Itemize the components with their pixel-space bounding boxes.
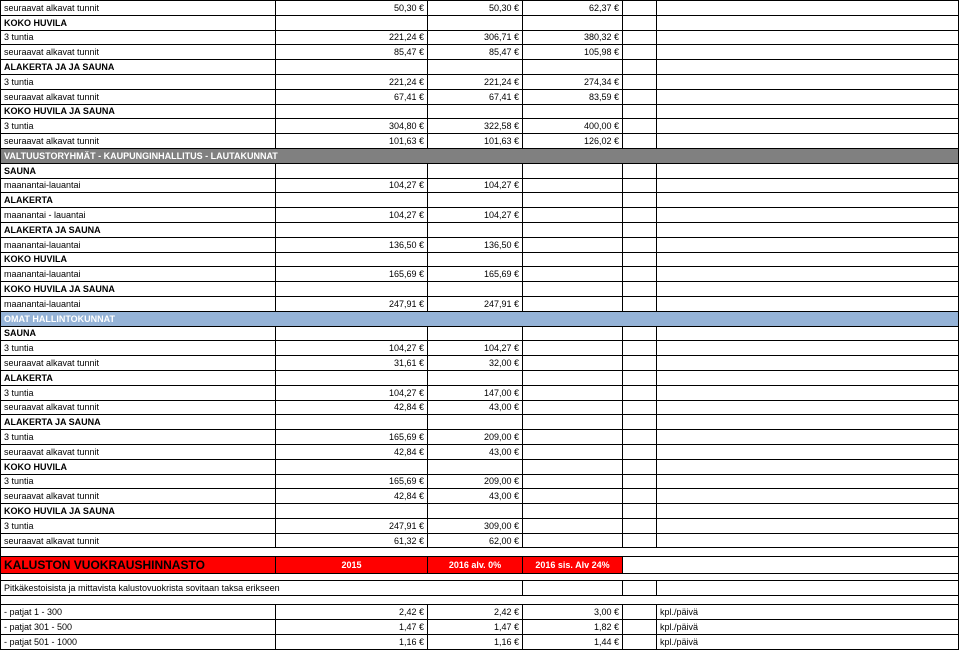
category-label: ALAKERTA (1, 370, 276, 385)
price-cell: 1,47 € (428, 620, 523, 635)
empty-cell (428, 459, 523, 474)
price-cell: 247,91 € (276, 296, 428, 311)
empty-cell (657, 134, 959, 149)
empty-cell (657, 400, 959, 415)
category-header-row (1, 370, 959, 385)
blank-row (1, 548, 959, 557)
unit-cell: kpl./päivä (657, 634, 959, 649)
price-cell: 126,02 € (523, 134, 623, 149)
table-row (1, 178, 959, 193)
empty-cell (1, 574, 959, 581)
price-cell (523, 208, 623, 223)
note-row (1, 581, 959, 596)
empty-cell (657, 45, 959, 60)
empty-cell (276, 326, 428, 341)
price-cell: 42,84 € (276, 444, 428, 459)
empty-cell (623, 326, 657, 341)
category-label: SAUNA (1, 326, 276, 341)
row-label: - patjat 1 - 300 (1, 605, 276, 620)
empty-cell (523, 193, 623, 208)
category-label: ALAKERTA (1, 193, 276, 208)
price-cell: 104,27 € (428, 178, 523, 193)
category-header-row (1, 252, 959, 267)
price-cell: 50,30 € (428, 1, 523, 16)
price-cell (523, 237, 623, 252)
category-label: KOKO HUVILA JA SAUNA (1, 104, 276, 119)
empty-cell (623, 385, 657, 400)
empty-cell (623, 474, 657, 489)
empty-cell (623, 581, 657, 596)
price-cell: 50,30 € (276, 1, 428, 16)
empty-cell (523, 104, 623, 119)
empty-cell (623, 489, 657, 504)
empty-cell (657, 518, 959, 533)
price-cell (523, 178, 623, 193)
category-header-row (1, 163, 959, 178)
table-row (1, 489, 959, 504)
row-label: maanantai-lauantai (1, 178, 276, 193)
price-cell: 101,63 € (276, 134, 428, 149)
empty-cell (276, 104, 428, 119)
empty-cell (657, 430, 959, 445)
price-cell: 165,69 € (276, 430, 428, 445)
empty-cell (623, 178, 657, 193)
table-row (1, 208, 959, 223)
empty-cell (657, 178, 959, 193)
category-header-row (1, 222, 959, 237)
section-label: VALTUUSTORYHMÄT - KAUPUNGINHALLITUS - LAUTAKUNNAT (1, 148, 959, 163)
empty-cell (623, 356, 657, 371)
empty-cell (657, 163, 959, 178)
empty-cell (523, 222, 623, 237)
row-label: maanantai - lauantai (1, 208, 276, 223)
price-cell: 104,27 € (428, 341, 523, 356)
table-row (1, 134, 959, 149)
price-cell: 400,00 € (523, 119, 623, 134)
price-cell: 83,59 € (523, 89, 623, 104)
price-cell (523, 444, 623, 459)
empty-cell (428, 370, 523, 385)
price-cell: 61,32 € (276, 533, 428, 548)
empty-cell (623, 15, 657, 30)
price-cell: 221,24 € (428, 74, 523, 89)
empty-cell (523, 326, 623, 341)
empty-cell (276, 252, 428, 267)
empty-cell (623, 74, 657, 89)
note-text: Pitkäkestoisista ja mittavista kalustovuokrista sovitaan taksa erikseen (1, 581, 523, 596)
empty-cell (523, 60, 623, 75)
table-row (1, 296, 959, 311)
table-row (1, 45, 959, 60)
section-label: OMAT HALLINTOKUNNAT (1, 311, 959, 326)
blank-row (1, 574, 959, 581)
empty-cell (428, 222, 523, 237)
category-header-row (1, 326, 959, 341)
price-cell: 1,16 € (428, 634, 523, 649)
category-label: ALAKERTA JA JA SAUNA (1, 60, 276, 75)
row-label: - patjat 301 - 500 (1, 620, 276, 635)
price-cell (523, 533, 623, 548)
table-row (1, 430, 959, 445)
category-label: KOKO HUVILA JA SAUNA (1, 282, 276, 297)
empty-cell (657, 252, 959, 267)
empty-cell (523, 459, 623, 474)
empty-cell (657, 30, 959, 45)
price-cell: 309,00 € (428, 518, 523, 533)
empty-cell (623, 267, 657, 282)
price-cell: 104,27 € (276, 178, 428, 193)
empty-cell (623, 45, 657, 60)
empty-cell (623, 341, 657, 356)
row-label: maanantai-lauantai (1, 267, 276, 282)
empty-cell (428, 104, 523, 119)
price-cell: 42,84 € (276, 489, 428, 504)
empty-cell (623, 400, 657, 415)
table-row (1, 356, 959, 371)
price-cell (523, 356, 623, 371)
empty-cell (276, 370, 428, 385)
empty-cell (623, 193, 657, 208)
price-row (1, 605, 959, 620)
price-cell: 85,47 € (276, 45, 428, 60)
category-label: KOKO HUVILA (1, 15, 276, 30)
price-row (1, 634, 959, 649)
empty-cell (657, 193, 959, 208)
table-row (1, 267, 959, 282)
empty-cell (623, 415, 657, 430)
empty-cell (523, 163, 623, 178)
table-row (1, 444, 959, 459)
empty-cell (623, 1, 657, 16)
empty-cell (623, 634, 657, 649)
blank-row (1, 596, 959, 605)
category-header-row (1, 282, 959, 297)
row-label: seuraavat alkavat tunnit (1, 134, 276, 149)
empty-cell (657, 104, 959, 119)
empty-cell (523, 415, 623, 430)
empty-cell (623, 119, 657, 134)
price-cell (523, 296, 623, 311)
price-cell: 43,00 € (428, 400, 523, 415)
empty-cell (657, 474, 959, 489)
empty-cell (657, 15, 959, 30)
empty-cell (428, 326, 523, 341)
row-label: 3 tuntia (1, 430, 276, 445)
empty-cell (623, 208, 657, 223)
unit-cell: kpl./päivä (657, 620, 959, 635)
price-cell: 67,41 € (276, 89, 428, 104)
table-row (1, 341, 959, 356)
empty-cell (276, 415, 428, 430)
price-cell: 165,69 € (276, 474, 428, 489)
row-label: 3 tuntia (1, 385, 276, 400)
price-cell (523, 400, 623, 415)
empty-cell (623, 134, 657, 149)
category-label: ALAKERTA JA SAUNA (1, 415, 276, 430)
empty-cell (1, 548, 959, 557)
price-cell: 62,00 € (428, 533, 523, 548)
price-cell: 1,16 € (276, 634, 428, 649)
price-cell: 1,82 € (523, 620, 623, 635)
empty-cell (657, 237, 959, 252)
price-cell: 43,00 € (428, 444, 523, 459)
price-cell: 104,27 € (428, 208, 523, 223)
empty-cell (428, 504, 523, 519)
empty-cell (428, 60, 523, 75)
price-cell: 1,44 € (523, 634, 623, 649)
price-cell: 165,69 € (276, 267, 428, 282)
price-cell: 221,24 € (276, 30, 428, 45)
price-cell: 136,50 € (276, 237, 428, 252)
category-label: KOKO HUVILA JA SAUNA (1, 504, 276, 519)
price-cell: 165,69 € (428, 267, 523, 282)
empty-cell (523, 504, 623, 519)
table-row (1, 1, 959, 16)
empty-cell (523, 581, 623, 596)
table-row (1, 474, 959, 489)
empty-cell (428, 252, 523, 267)
price-cell: 380,32 € (523, 30, 623, 45)
empty-cell (428, 193, 523, 208)
price-cell: 136,50 € (428, 237, 523, 252)
year-column-header: 2016 alv. 0% (428, 557, 523, 574)
empty-cell (657, 89, 959, 104)
empty-cell (623, 620, 657, 635)
empty-cell (1, 596, 959, 605)
category-header-row (1, 459, 959, 474)
empty-cell (276, 60, 428, 75)
price-cell: 104,27 € (276, 385, 428, 400)
price-cell: 104,27 € (276, 208, 428, 223)
price-cell (523, 430, 623, 445)
empty-cell (657, 1, 959, 16)
empty-cell (657, 444, 959, 459)
empty-cell (657, 385, 959, 400)
empty-cell (623, 459, 657, 474)
category-label: ALAKERTA JA SAUNA (1, 222, 276, 237)
empty-cell (276, 193, 428, 208)
price-cell: 3,00 € (523, 605, 623, 620)
category-label: KOKO HUVILA (1, 252, 276, 267)
empty-cell (623, 605, 657, 620)
empty-cell (623, 89, 657, 104)
empty-cell (657, 459, 959, 474)
empty-cell (657, 282, 959, 297)
row-label: 3 tuntia (1, 518, 276, 533)
price-cell: 209,00 € (428, 474, 523, 489)
row-label: 3 tuntia (1, 119, 276, 134)
year-column-header: 2015 (276, 557, 428, 574)
empty-cell (657, 489, 959, 504)
empty-cell (523, 282, 623, 297)
row-label: seuraavat alkavat tunnit (1, 89, 276, 104)
price-cell: 247,91 € (428, 296, 523, 311)
row-label: 3 tuntia (1, 30, 276, 45)
row-label: 3 tuntia (1, 474, 276, 489)
row-label: seuraavat alkavat tunnit (1, 533, 276, 548)
empty-cell (428, 15, 523, 30)
category-header-row (1, 504, 959, 519)
table-row (1, 533, 959, 548)
table-row (1, 400, 959, 415)
empty-cell (657, 533, 959, 548)
empty-cell (623, 30, 657, 45)
section-header-row (1, 148, 959, 163)
price-cell (523, 474, 623, 489)
rental-title-row (1, 557, 959, 574)
empty-cell (657, 326, 959, 341)
price-cell (523, 341, 623, 356)
category-label: SAUNA (1, 163, 276, 178)
empty-cell (623, 518, 657, 533)
price-cell: 247,91 € (276, 518, 428, 533)
empty-cell (623, 222, 657, 237)
row-label: seuraavat alkavat tunnit (1, 45, 276, 60)
empty-cell (657, 356, 959, 371)
empty-cell (657, 370, 959, 385)
price-cell: 306,71 € (428, 30, 523, 45)
empty-cell (276, 222, 428, 237)
empty-cell (276, 459, 428, 474)
row-label: seuraavat alkavat tunnit (1, 444, 276, 459)
empty-cell (523, 252, 623, 267)
empty-cell (276, 282, 428, 297)
price-cell: 274,34 € (523, 74, 623, 89)
price-cell: 31,61 € (276, 356, 428, 371)
empty-cell (657, 504, 959, 519)
price-row (1, 620, 959, 635)
price-cell: 209,00 € (428, 430, 523, 445)
empty-cell (428, 163, 523, 178)
price-cell: 104,27 € (276, 341, 428, 356)
empty-cell (657, 60, 959, 75)
empty-cell (276, 15, 428, 30)
empty-cell (623, 296, 657, 311)
row-label: seuraavat alkavat tunnit (1, 1, 276, 16)
category-header-row (1, 104, 959, 119)
empty-cell (623, 504, 657, 519)
empty-cell (523, 15, 623, 30)
row-label: - patjat 501 - 1000 (1, 634, 276, 649)
empty-cell (657, 119, 959, 134)
price-cell: 322,58 € (428, 119, 523, 134)
row-label: seuraavat alkavat tunnit (1, 356, 276, 371)
table-row (1, 237, 959, 252)
row-label: 3 tuntia (1, 74, 276, 89)
empty-cell (657, 74, 959, 89)
price-cell: 221,24 € (276, 74, 428, 89)
section-header-row (1, 311, 959, 326)
price-cell: 2,42 € (428, 605, 523, 620)
empty-cell (623, 444, 657, 459)
empty-cell (657, 222, 959, 237)
price-cell (523, 385, 623, 400)
price-cell (523, 518, 623, 533)
table-row (1, 30, 959, 45)
category-label: KOKO HUVILA (1, 459, 276, 474)
table-row (1, 518, 959, 533)
empty-cell (623, 237, 657, 252)
rental-title: KALUSTON VUOKRAUSHINNASTO (1, 557, 276, 574)
year-column-header: 2016 sis. Alv 24% (523, 557, 623, 574)
empty-cell (623, 60, 657, 75)
price-cell: 42,84 € (276, 400, 428, 415)
row-label: maanantai-lauantai (1, 237, 276, 252)
category-header-row (1, 15, 959, 30)
category-header-row (1, 60, 959, 75)
empty-cell (428, 282, 523, 297)
price-cell: 43,00 € (428, 489, 523, 504)
empty-cell (623, 282, 657, 297)
price-cell: 85,47 € (428, 45, 523, 60)
price-cell (523, 489, 623, 504)
empty-cell (623, 370, 657, 385)
empty-cell (657, 341, 959, 356)
price-cell: 62,37 € (523, 1, 623, 16)
price-cell: 1,47 € (276, 620, 428, 635)
table-row (1, 89, 959, 104)
price-cell: 2,42 € (276, 605, 428, 620)
row-label: seuraavat alkavat tunnit (1, 489, 276, 504)
empty-cell (657, 581, 959, 596)
empty-cell (657, 415, 959, 430)
category-header-row (1, 193, 959, 208)
unit-cell: kpl./päivä (657, 605, 959, 620)
category-header-row (1, 415, 959, 430)
table-row (1, 74, 959, 89)
table-row (1, 385, 959, 400)
empty-cell (623, 557, 959, 574)
empty-cell (657, 296, 959, 311)
price-cell: 67,41 € (428, 89, 523, 104)
empty-cell (623, 533, 657, 548)
empty-cell (428, 415, 523, 430)
empty-cell (523, 370, 623, 385)
row-label: maanantai-lauantai (1, 296, 276, 311)
empty-cell (623, 163, 657, 178)
empty-cell (276, 504, 428, 519)
empty-cell (623, 252, 657, 267)
row-label: seuraavat alkavat tunnit (1, 400, 276, 415)
table-row (1, 119, 959, 134)
price-cell: 105,98 € (523, 45, 623, 60)
empty-cell (657, 208, 959, 223)
empty-cell (276, 163, 428, 178)
price-cell: 304,80 € (276, 119, 428, 134)
empty-cell (657, 267, 959, 282)
empty-cell (623, 430, 657, 445)
empty-cell (623, 104, 657, 119)
row-label: 3 tuntia (1, 341, 276, 356)
price-cell: 32,00 € (428, 356, 523, 371)
price-cell: 147,00 € (428, 385, 523, 400)
price-cell (523, 267, 623, 282)
price-cell: 101,63 € (428, 134, 523, 149)
